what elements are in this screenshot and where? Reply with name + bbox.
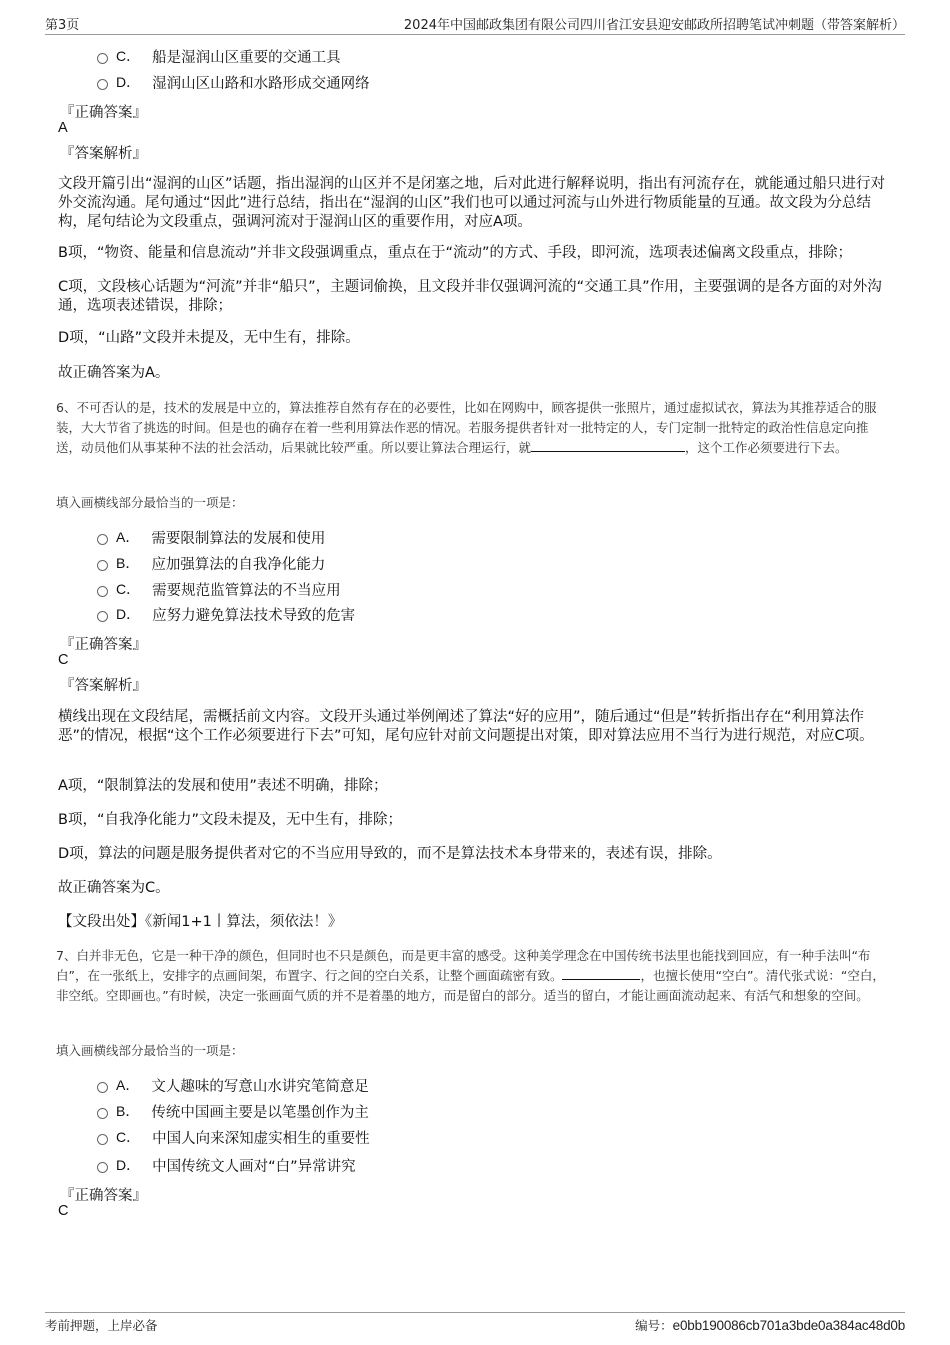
option-letter: D． [116, 1157, 141, 1173]
q6-analysis-paragraph: A项，“限制算法的发展和使用”表述不明确，排除； [58, 778, 388, 794]
page-footer [45, 1312, 905, 1335]
q5-analysis-paragraph: D项，“山路”文段并未提及，无中生有，排除。 [58, 330, 360, 346]
q5-answer: A [58, 120, 68, 136]
q6-analysis-paragraph: D项，算法的问题是服务提供者对它的不当应用导致的，而不是算法技术本身带来的，表述有误，排除。 [58, 846, 722, 862]
radio-icon[interactable] [97, 560, 108, 571]
q5-analysis-paragraph: 故正确答案为A。 [58, 365, 170, 381]
radio-icon[interactable] [97, 611, 108, 622]
option-text: 文人趣味的写意山水讲究笔简意足 [151, 1078, 369, 1095]
q6-text-before: 6、不可否认的是，技术的发展是中立的，算法推荐自然有存在的必要性，比如在网购中，顾客提供一张照片，通过虚拟试衣，算法为其推荐适合的服装，大大节省了挑选的时间。但是也的确存在着一些利用算法作恶的情况。若服务提供者针对一批特定的人，专门定制一批特定的政治性信息定向推送，动员他们从事某种不法的社会活动，后果就比较严重。所以要让算法合理运行，就 [56, 400, 877, 455]
option-text: 中国传统文人画对“白”异常讲究 [152, 1158, 356, 1175]
option-text: 船是湿润山区重要的交通工具 [152, 49, 341, 66]
q5-option-d[interactable] [97, 72, 370, 92]
q5-analysis-label: 『答案解析』 [60, 146, 147, 162]
option-text: 需要限制算法的发展和使用 [151, 530, 326, 547]
q7-answer-label: 『正确答案』 [60, 1188, 147, 1204]
radio-icon[interactable] [97, 586, 108, 597]
q6-option-a[interactable] [97, 527, 325, 547]
option-text: 传统中国画主要是以笔墨创作为主 [151, 1104, 369, 1121]
q6-source: 【文段出处】《新闻1+1丨算法，须依法！》 [58, 914, 343, 930]
q5-answer-label: 『正确答案』 [60, 105, 147, 121]
option-letter: D． [116, 606, 141, 622]
q6-analysis-paragraph: B项，“自我净化能力”文段未提及，无中生有，排除； [58, 812, 402, 828]
q6-text-after: ，这个工作必须要进行下去。 [685, 440, 848, 455]
q5-analysis-paragraph: 文段开篇引出“湿润的山区”话题，指出湿润的山区并不是闭塞之地，后对此进行解释说明，指出有河流存在，就能通过船只进行对外交流沟通。尾句通过“因此”进行总结，指出在“湿润的山区”我们也可以通过河流与山外进行物质能量的互通。故文段为分总结构，尾句结论为文段重点，强调河流对于湿润山区的重要作用，对应A项。 [58, 176, 886, 230]
q5-analysis-paragraph: B项，“物资、能量和信息流动”并非文段强调重点，重点在于“流动”的方式、手段，即河流，选项表述偏离文段重点，排除； [58, 245, 852, 261]
q7-text-before: 7、白并非无色，它是一种干净的颜色，但同时也不只是颜色，而是更丰富的感受。这种美学理念在中国传统书法里也能找到回应，有一种手法叫“布白”，在一张纸上，安排字的点画间架，布置字、行之间的空白关系，让整个画面疏密有致。 [56, 948, 871, 983]
q6-prompt: 填入画横线部分最恰当的一项是： [56, 495, 244, 510]
radio-icon[interactable] [97, 1082, 108, 1093]
option-letter: C． [116, 1129, 141, 1145]
option-letter: A． [116, 1077, 140, 1093]
q6-analysis-paragraph: 故正确答案为C。 [58, 880, 170, 896]
q7-option-d[interactable] [97, 1155, 356, 1175]
fill-blank [531, 439, 685, 452]
footer-code-label: 编号： [635, 1318, 673, 1333]
q6-analysis-paragraph: 横线出现在文段结尾，需概括前文内容。文段开头通过举例阐述了算法“好的应用”，随后通过“但是”转折指出存在“利用算法作恶”的情况，根据“这个工作必须要进行下去”可知，尾句应针对前文问题提出对策，即对算法应用不当行为进行规范，对应C项。 [58, 709, 874, 744]
option-text: 中国人向来深知虚实相生的重要性 [152, 1130, 370, 1147]
option-letter: D． [116, 74, 141, 90]
q6-option-b[interactable] [97, 553, 325, 573]
option-text: 应加强算法的自我净化能力 [151, 556, 326, 573]
footer-code [635, 1316, 905, 1334]
radio-icon[interactable] [97, 79, 108, 90]
fill-blank [562, 967, 640, 980]
q5-analysis-paragraph: C项，文段核心话题为“河流”并非“船只”，主题词偷换，且文段并非仅强调河流的“交通工具”作用，主要强调的是各方面的对外沟通，选项表述错误，排除； [58, 279, 882, 314]
q5-option-c[interactable] [97, 46, 341, 66]
page-number: 第3页 [45, 18, 80, 33]
q6-analysis-label: 『答案解析』 [60, 678, 147, 694]
q7-option-a[interactable] [97, 1075, 369, 1095]
q7-answer: C [58, 1203, 69, 1219]
q7-option-c[interactable] [97, 1127, 370, 1147]
q7-text-after: ，也擅长使用“空白”。清代张式说：“空白，非空纸。空即画也。”有时候，决定一张画面气质的并不是着墨的地方，而是留白的部分。适当的留白，才能让画面流动起来、有活气和想象的空间。 [56, 968, 885, 1003]
option-text: 需要规范监管算法的不当应用 [152, 582, 341, 599]
radio-icon[interactable] [97, 1108, 108, 1119]
q7-question-text [56, 946, 892, 1006]
option-letter: B． [116, 555, 140, 571]
option-text: 应努力避免算法技术导致的危害 [152, 607, 356, 624]
q6-answer-label: 『正确答案』 [60, 637, 147, 653]
footer-code-value: e0bb190086cb701a3bde0a384ac48d0b [672, 1318, 905, 1333]
q6-option-c[interactable] [97, 579, 341, 599]
q6-answer: C [58, 652, 69, 668]
option-letter: B． [116, 1103, 140, 1119]
option-letter: C． [116, 581, 141, 597]
radio-icon[interactable] [97, 53, 108, 64]
option-text: 湿润山区山路和水路形成交通网络 [152, 75, 370, 92]
radio-icon[interactable] [97, 1134, 108, 1145]
footer-slogan: 考前押题，上岸必备 [45, 1318, 158, 1333]
radio-icon[interactable] [97, 1162, 108, 1173]
q7-prompt: 填入画横线部分最恰当的一项是： [56, 1043, 244, 1058]
option-letter: C． [116, 48, 141, 64]
q7-option-b[interactable] [97, 1101, 369, 1121]
radio-icon[interactable] [97, 534, 108, 545]
q6-question-text [56, 398, 892, 458]
option-letter: A． [116, 529, 140, 545]
q6-option-d[interactable] [97, 604, 355, 624]
document-title: 2024年中国邮政集团有限公司四川省江安县迎安邮政所招聘笔试冲刺题（带答案解析） [403, 18, 905, 33]
